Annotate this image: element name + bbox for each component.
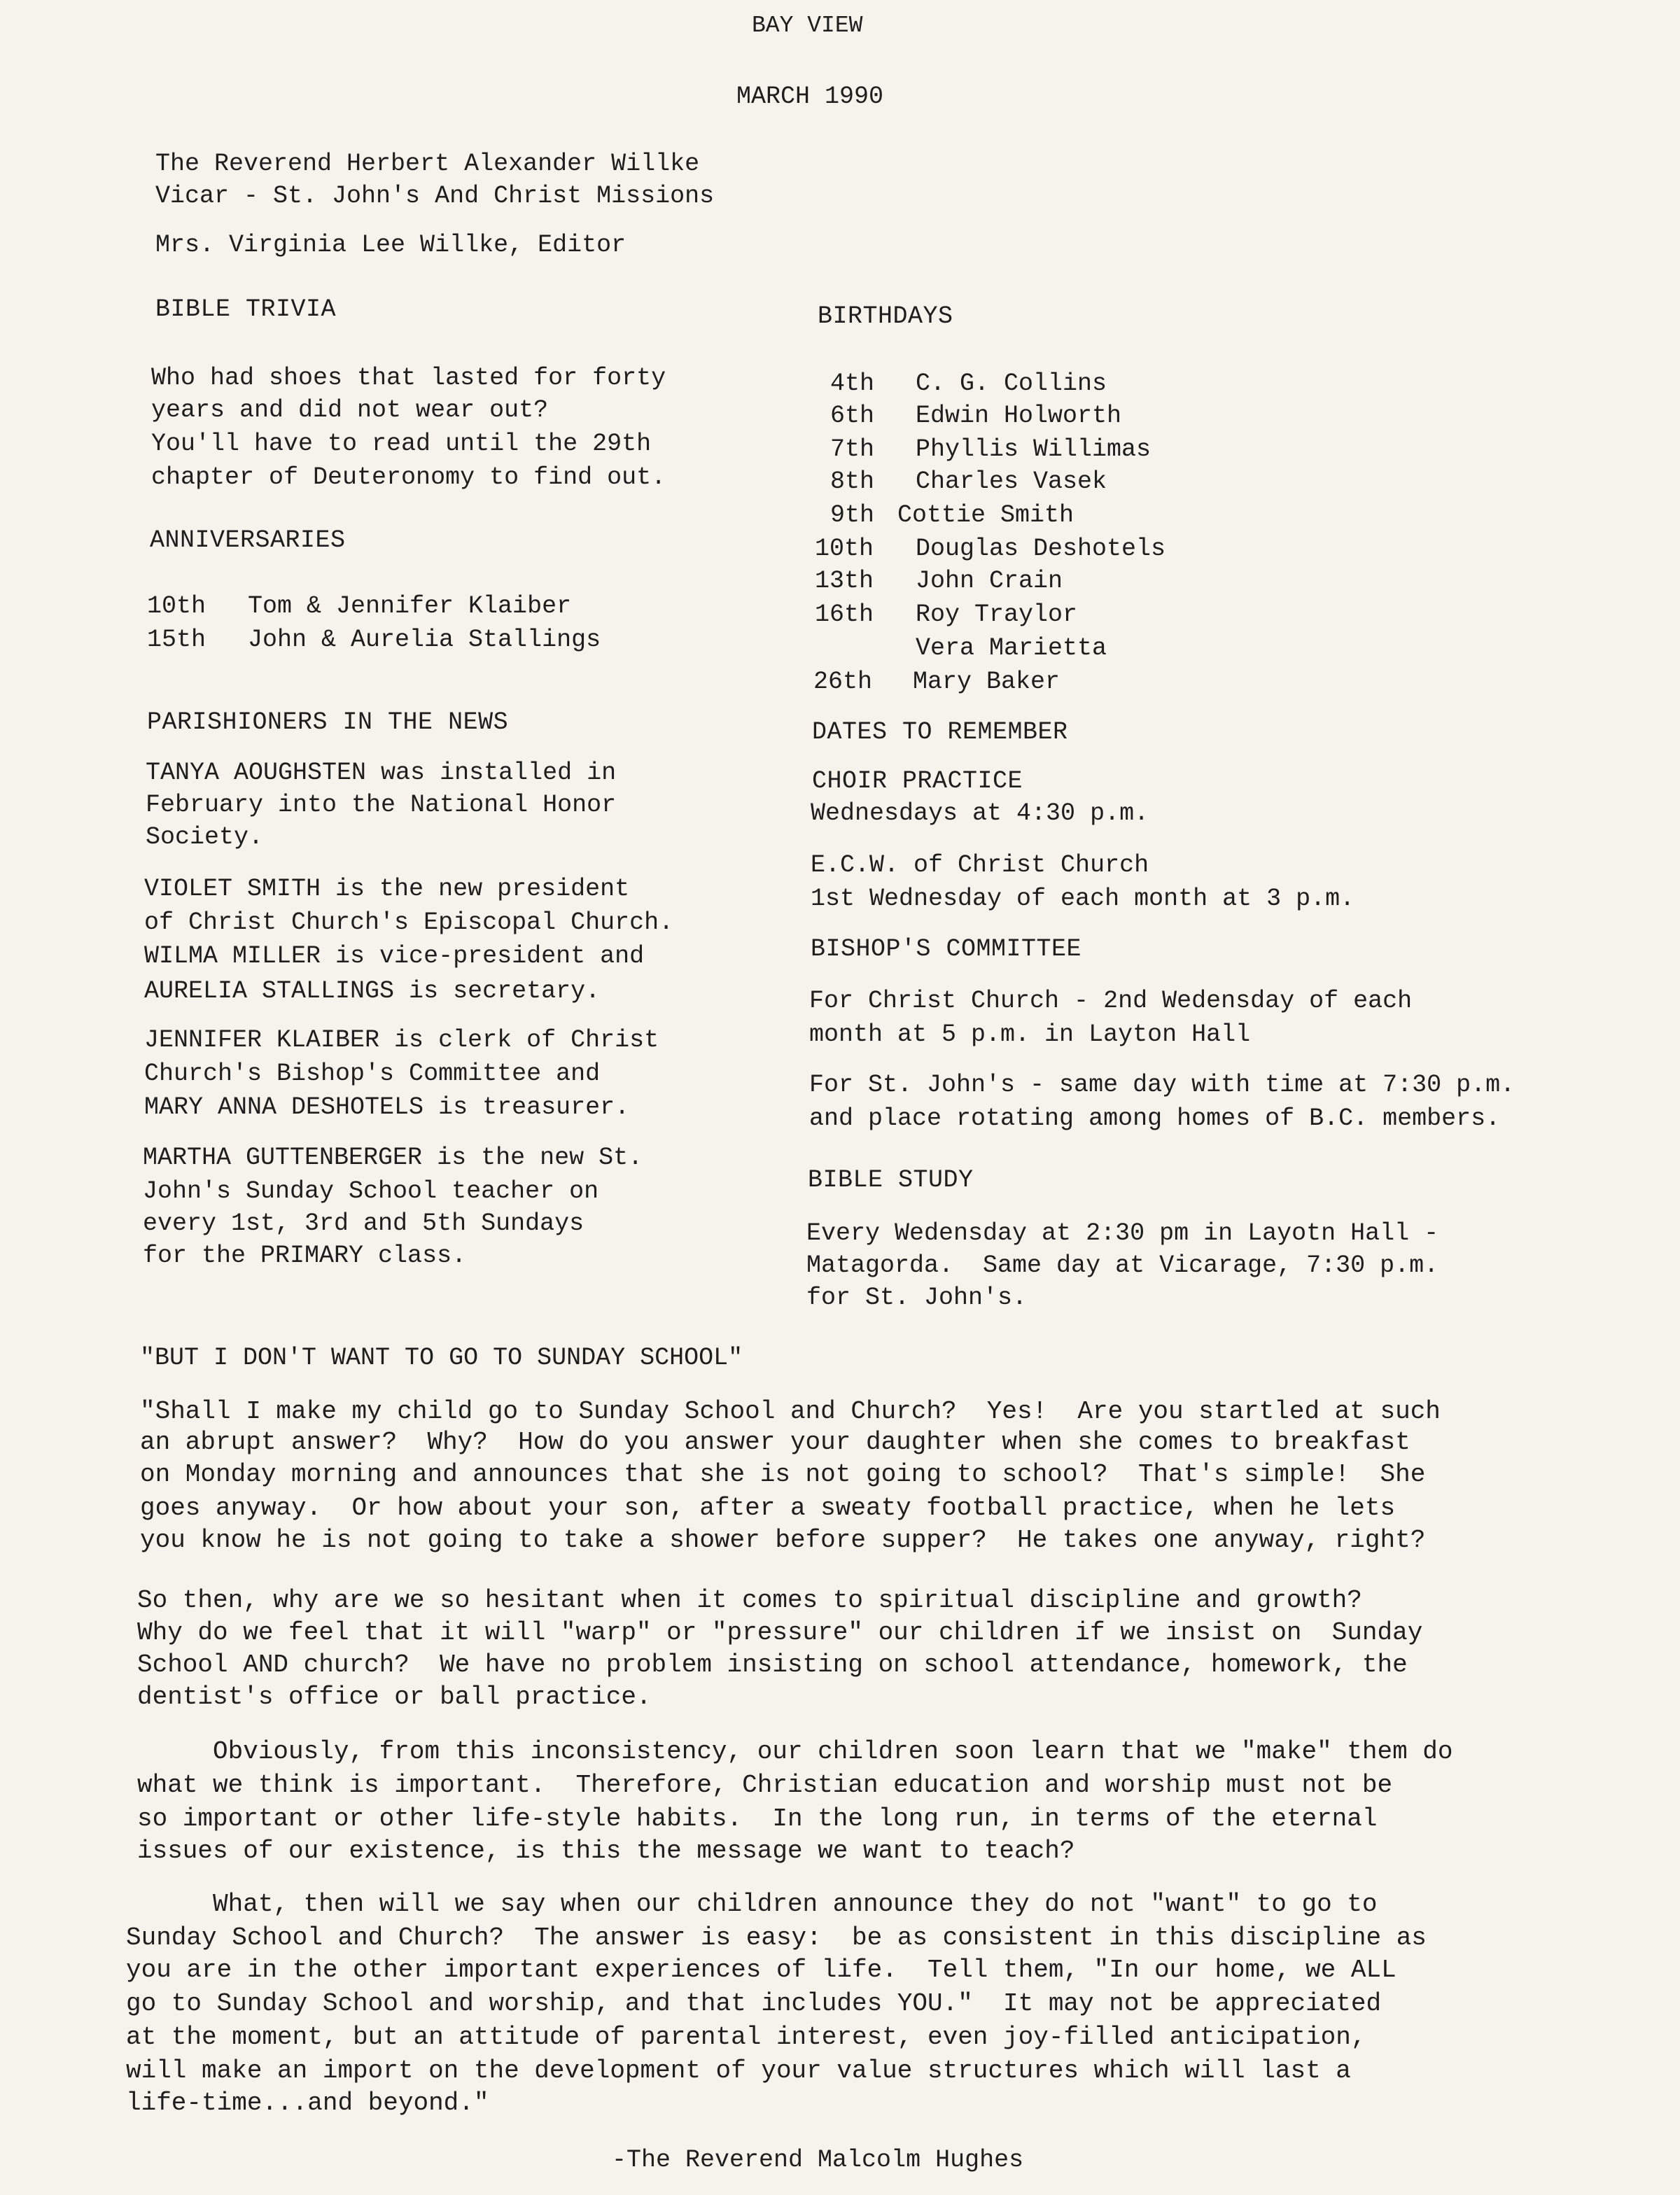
bishop-committee-line: and place rotating among homes of B.C. members. [809,1104,1501,1132]
ecw-line: E.C.W. of Christ Church [811,851,1149,879]
bible-study-line: for St. John's. [806,1284,1028,1312]
article-line: "Shall I make my child go to Sunday School and Church? Yes! Are you startled at such [140,1397,1441,1426]
article-line: you are in the other important experiences of life. Tell them, "In our home, we ALL [126,1956,1396,1984]
birthday-day: 10th [815,535,874,563]
vicar-title: Vicar - St. John's And Christ Missions [155,182,715,210]
article-line: So then, why are we so hesitant when it comes to spiritual discipline and growth? [137,1586,1362,1615]
bishop-committee-line: For St. John's - same day with time at 7:30 p.m. [809,1071,1516,1099]
news-line: AURELIA STALLINGS is secretary. [144,977,601,1005]
anniversary-names: Tom & Jennifer Klaiber [248,592,572,620]
news-line: for the PRIMARY class. [143,1242,467,1270]
news-line: MARY ANNA DESHOTELS is treasurer. [144,1093,630,1121]
news-line: of Christ Church's Episcopal Church. [144,909,674,937]
article-signature: -The Reverend Malcolm Hughes [612,2146,1024,2174]
birthday-name: Cottie Smith [897,501,1074,529]
news-line: John's Sunday School teacher on [143,1177,599,1205]
birthday-day: 13th [815,567,874,595]
birthday-name: Phyllis Willimas [916,435,1152,463]
birthday-name: Mary Baker [913,668,1060,696]
birthday-day: 6th [830,402,875,430]
parishioners-heading: PARISHIONERS IN THE NEWS [147,708,509,736]
article-line: at the moment, but an attitude of parental interest, even joy-filled anticipation, [126,2023,1366,2052]
issue-date: MARCH 1990 [736,83,884,111]
article-line: What, then will we say when our children announce they do not "want" to go to [137,1890,1378,1919]
birthday-day: 26th [813,668,873,696]
article-line: School AND church? We have no problem insisting on school attendance, homework, the [137,1650,1408,1679]
birthday-name: Roy Traylor [916,601,1078,629]
article-line: what we think is important. Therefore, Christian education and worship must not be [137,1771,1393,1800]
birthdays-heading: BIRTHDAYS [818,302,953,330]
dates-heading: DATES TO REMEMBER [812,718,1068,746]
article-line: on Monday morning and announces that she is not going to school? That's simple! She [140,1460,1426,1489]
birthday-name: Edwin Holworth [916,402,1122,430]
article-line: so important or other life-style habits. In the long run, in terms of the eternal [137,1804,1378,1833]
anniversary-day: 15th [147,626,206,654]
birthday-day: 7th [830,435,875,463]
birthday-name: Vera Marietta [916,634,1107,662]
trivia-line: Who had shoes that lasted for forty [151,364,666,392]
anniversary-day: 10th [147,592,206,620]
birthday-day: 9th [830,501,875,529]
anniversary-names: John & Aurelia Stallings [248,626,601,654]
vicar-name: The Reverend Herbert Alexander Willke [155,150,700,178]
article-line: Why do we feel that it will "warp" or "pressure" our children if we insist on Sunday [137,1618,1423,1647]
news-line: WILMA MILLER is vice-president and [144,942,645,970]
article-line: you know he is not going to take a shower before supper? He takes one anyway, right? [140,1526,1426,1555]
article-line: life-time...and beyond." [126,2089,489,2117]
choir-text: Wednesdays at 4:30 p.m. [811,799,1149,827]
article-line: Obviously, from this inconsistency, our children soon learn that we "make" them do [137,1737,1453,1766]
news-line: February into the National Honor [146,791,617,819]
news-line: VIOLET SMITH is the new president [144,875,630,903]
birthday-day: 8th [830,468,875,496]
ecw-line: 1st Wednesday of each month at 3 p.m. [811,885,1355,913]
bible-study-heading: BIBLE STUDY [808,1166,974,1194]
bishop-committee-heading: BISHOP'S COMMITTEE [811,935,1082,963]
article-line: an abrupt answer? Why? How do you answer your daughter when she comes to breakfast [140,1428,1410,1457]
news-line: Church's Bishop's Committee and [144,1060,601,1088]
article-line: goes anyway. Or how about your son, after a sweaty football practice, when he lets [140,1494,1396,1522]
news-line: every 1st, 3rd and 5th Sundays [143,1209,584,1237]
bible-study-line: Every Wedensday at 2:30 pm in Layotn Hall - [806,1219,1439,1247]
editor-line: Mrs. Virginia Lee Willke, Editor [155,231,626,259]
article-line: issues of our existence, is this the message we want to teach? [137,1837,1075,1865]
birthday-name: C. G. Collins [916,370,1107,398]
bible-trivia-heading: BIBLE TRIVIA [155,295,337,323]
birthday-name: John Crain [916,567,1063,595]
birthday-name: Douglas Deshotels [916,535,1166,563]
article-line: go to Sunday School and worship, and that includes YOU." It may not be appreciated [126,1989,1382,2018]
bible-study-line: Matagorda. Same day at Vicarage, 7:30 p.m. [806,1251,1439,1279]
trivia-line: You'll have to read until the 29th [151,430,652,458]
choir-heading: CHOIR PRACTICE [812,767,1023,795]
anniversaries-heading: ANNIVERSARIES [150,526,346,554]
trivia-line: chapter of Deuteronomy to find out. [151,463,666,491]
article-line: Sunday School and Church? The answer is easy: be as consistent in this discipline as [126,1923,1427,1952]
birthday-name: Charles Vasek [916,468,1107,496]
news-line: JENNIFER KLAIBER is clerk of Christ [144,1026,659,1054]
birthday-day: 4th [830,370,875,398]
bishop-committee-line: For Christ Church - 2nd Wedensday of each [809,987,1413,1015]
bishop-committee-line: month at 5 p.m. in Layton Hall [809,1021,1251,1049]
news-line: MARTHA GUTTENBERGER is the new St. [143,1144,643,1172]
news-line: TANYA AOUGHSTEN was installed in [146,759,617,787]
birthday-day: 16th [815,601,874,629]
trivia-line: years and did not wear out? [151,396,549,424]
news-line: Society. [146,823,264,851]
article-title: "BUT I DON'T WANT TO GO TO SUNDAY SCHOOL" [140,1344,743,1372]
newsletter-title: BAY VIEW [752,13,863,38]
article-line: dentist's office or ball practice. [137,1683,652,1711]
article-line: will make an import on the development of your value structures which will last a [126,2056,1351,2085]
